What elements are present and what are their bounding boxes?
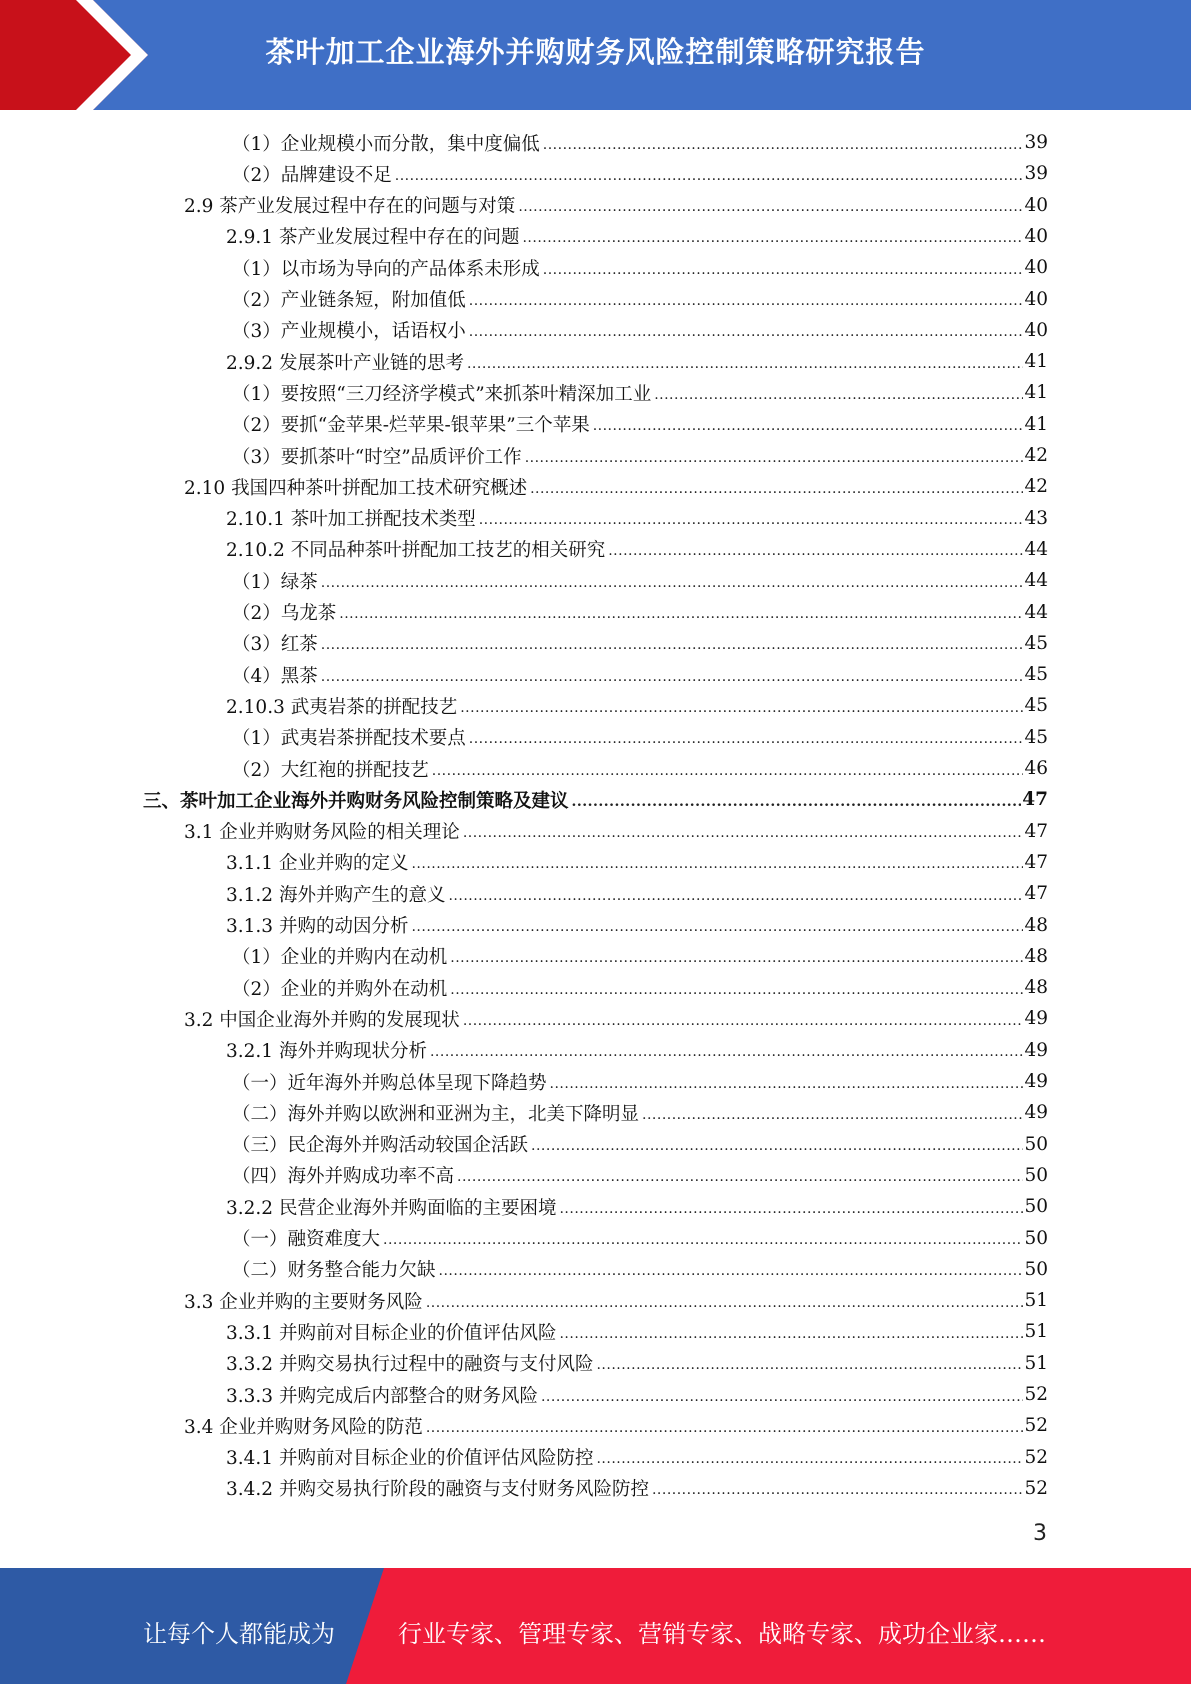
toc-entry-label: 2.10.1 茶叶加工拼配技术类型 bbox=[226, 509, 476, 531]
toc-entry[interactable] bbox=[232, 941, 1048, 972]
toc-dot-leader bbox=[543, 258, 1024, 278]
toc-dot-leader bbox=[457, 1165, 1023, 1185]
toc-entry-page: 52 bbox=[1024, 1477, 1048, 1499]
toc-entry-page: 50 bbox=[1024, 1196, 1048, 1218]
toc-entry-label: 3.2.2 民营企业海外并购面临的主要困境 bbox=[226, 1197, 557, 1219]
toc-entry[interactable] bbox=[226, 690, 1048, 721]
toc-dot-leader bbox=[321, 571, 1024, 591]
toc-entry[interactable] bbox=[184, 190, 1048, 221]
toc-dot-leader bbox=[463, 821, 1024, 841]
toc-entry-label: （1）武夷岩茶拼配技术要点 bbox=[232, 728, 466, 750]
toc-entry-label: （2）产业链条短，附加值低 bbox=[232, 290, 466, 311]
toc-entry[interactable] bbox=[226, 1191, 1048, 1222]
toc-entry-label: 3.1.1 企业并购的定义 bbox=[226, 853, 409, 875]
toc-entry-page: 50 bbox=[1024, 1227, 1048, 1249]
toc-dot-leader bbox=[608, 539, 1023, 559]
toc-entry-page: 49 bbox=[1024, 1102, 1048, 1124]
toc-entry[interactable] bbox=[232, 409, 1048, 440]
toc-dot-leader bbox=[460, 696, 1023, 716]
toc-entry-label: （3）要抓茶叶“时空”品质评价工作 bbox=[232, 446, 522, 468]
page-header bbox=[0, 0, 1191, 110]
toc-dot-leader bbox=[525, 446, 1024, 466]
toc-entry-label: 3.2.1 海外并购现状分析 bbox=[226, 1041, 427, 1063]
toc-entry-page: 48 bbox=[1024, 977, 1048, 999]
toc-entry[interactable] bbox=[232, 315, 1048, 346]
toc-entry-page: 48 bbox=[1024, 914, 1048, 936]
toc-entry-page: 45 bbox=[1024, 695, 1048, 717]
toc-dot-leader bbox=[479, 508, 1024, 528]
toc-entry-page: 43 bbox=[1024, 507, 1048, 529]
toc-dot-leader bbox=[430, 1040, 1023, 1060]
toc-entry-page: 40 bbox=[1024, 319, 1048, 341]
toc-entry-label: （2）品牌建设不足 bbox=[232, 164, 392, 186]
toc-dot-leader bbox=[450, 946, 1023, 966]
toc-entry-label: 3.4.2 并购交易执行阶段的融资与支付财务风险防控 bbox=[226, 1479, 649, 1501]
toc-entry-label: （1）绿茶 bbox=[232, 571, 318, 593]
toc-dot-leader bbox=[596, 1447, 1023, 1467]
toc-dot-leader bbox=[654, 383, 1023, 403]
toc-entry[interactable] bbox=[232, 158, 1048, 189]
toc-entry-label: （2）要抓“金苹果-烂苹果-银苹果”三个苹果 bbox=[232, 415, 590, 437]
toc-entry[interactable] bbox=[232, 252, 1048, 283]
toc-entry[interactable] bbox=[226, 1379, 1048, 1410]
toc-entry-label: 2.9.1 茶产业发展过程中存在的问题 bbox=[226, 227, 520, 249]
toc-dot-leader bbox=[426, 1291, 1024, 1311]
toc-dot-leader bbox=[411, 915, 1023, 935]
toc-entry[interactable] bbox=[232, 1160, 1048, 1191]
toc-entry[interactable] bbox=[226, 346, 1048, 377]
toc-entry-label: 2.9 茶产业发展过程中存在的问题与对策 bbox=[184, 196, 516, 218]
toc-entry[interactable] bbox=[226, 1442, 1048, 1473]
toc-entry[interactable] bbox=[232, 1066, 1048, 1097]
toc-entry-page: 40 bbox=[1024, 257, 1048, 279]
toc-entry[interactable] bbox=[184, 1285, 1048, 1316]
toc-entry[interactable] bbox=[226, 878, 1048, 909]
toc-entry-page: 52 bbox=[1024, 1415, 1048, 1437]
toc-dot-leader bbox=[411, 852, 1023, 872]
toc-entry-page: 52 bbox=[1024, 1384, 1048, 1405]
toc-entry-page: 48 bbox=[1024, 945, 1048, 967]
toc-entry[interactable] bbox=[232, 1223, 1048, 1254]
toc-entry-label: （二）财务整合能力欠缺 bbox=[232, 1260, 436, 1282]
toc-dot-leader bbox=[450, 978, 1023, 998]
toc-entry-page: 40 bbox=[1024, 225, 1048, 247]
toc-dot-leader bbox=[463, 1009, 1024, 1029]
toc-entry-page: 44 bbox=[1024, 601, 1048, 623]
toc-dot-leader bbox=[642, 1103, 1023, 1123]
toc-entry-label: （三）民企海外并购活动较国企活跃 bbox=[232, 1135, 529, 1157]
toc-entry-page: 50 bbox=[1024, 1258, 1048, 1280]
toc-entry-label: 3.1.2 海外并购产生的意义 bbox=[226, 884, 446, 906]
toc-entry-label: 3.4 企业并购财务风险的防范 bbox=[184, 1416, 423, 1438]
toc-dot-leader bbox=[339, 602, 1023, 622]
toc-dot-leader bbox=[395, 164, 1024, 184]
toc-entry-page: 41 bbox=[1024, 382, 1048, 404]
footer-slogan-left: 让每个人都能成为 bbox=[143, 1620, 335, 1648]
page-number: 3 bbox=[1033, 1521, 1047, 1546]
toc-entry[interactable] bbox=[226, 1473, 1048, 1504]
toc-entry[interactable] bbox=[232, 1097, 1048, 1128]
toc-entry-page: 50 bbox=[1024, 1164, 1048, 1186]
toc-entry[interactable] bbox=[226, 534, 1048, 565]
toc-entry-label: 3.1 企业并购财务风险的相关理论 bbox=[184, 822, 460, 844]
toc-entry[interactable] bbox=[232, 377, 1048, 408]
toc-entry-label: （二）海外并购以欧洲和亚洲为主，北美下降明显 bbox=[232, 1103, 640, 1125]
toc-entry[interactable] bbox=[232, 127, 1048, 158]
toc-entry-page: 51 bbox=[1024, 1321, 1048, 1343]
toc-entry-page: 52 bbox=[1024, 1446, 1048, 1468]
toc-entry-label: 3.3.1 并购前对目标企业的价值评估风险 bbox=[226, 1322, 557, 1344]
toc-entry[interactable] bbox=[232, 1254, 1048, 1285]
toc-entry[interactable] bbox=[184, 816, 1048, 847]
toc-entry[interactable] bbox=[143, 784, 1048, 815]
toc-entry[interactable] bbox=[232, 440, 1048, 471]
toc-entry-page: 41 bbox=[1024, 351, 1048, 373]
toc-entry-label: 2.10.3 武夷岩茶的拼配技艺 bbox=[226, 696, 458, 718]
toc-entry-page: 49 bbox=[1024, 1039, 1048, 1061]
toc-entry-page: 39 bbox=[1024, 132, 1048, 153]
toc-dot-leader bbox=[518, 195, 1023, 215]
toc-entry-page: 47 bbox=[1024, 820, 1048, 842]
toc-dot-leader bbox=[321, 665, 1024, 685]
toc-dot-leader bbox=[426, 1416, 1024, 1436]
toc-entry[interactable] bbox=[232, 597, 1048, 628]
toc-entry-label: （四）海外并购成功率不高 bbox=[232, 1166, 455, 1188]
toc-entry[interactable] bbox=[226, 1035, 1048, 1066]
toc-entry-label: （1）企业的并购内在动机 bbox=[232, 947, 448, 969]
toc-entry[interactable] bbox=[226, 1348, 1048, 1379]
toc-entry-page: 45 bbox=[1024, 726, 1048, 748]
toc-dot-leader bbox=[383, 1228, 1023, 1248]
toc-entry[interactable] bbox=[184, 1003, 1048, 1034]
toc-dot-leader bbox=[467, 352, 1023, 372]
toc-entry-page: 39 bbox=[1024, 163, 1048, 185]
toc-entry-page: 44 bbox=[1024, 570, 1048, 592]
toc-entry-label: 3.1.3 并购的动因分析 bbox=[226, 916, 409, 937]
toc-dot-leader bbox=[469, 320, 1024, 340]
toc-dot-leader bbox=[559, 1322, 1023, 1342]
toc-dot-leader bbox=[596, 1353, 1023, 1373]
footer-slogan-right: 行业专家、管理专家、营销专家、战略专家、成功企业家…… bbox=[398, 1620, 1046, 1648]
toc-entry-label: 3.3 企业并购的主要财务风险 bbox=[184, 1291, 423, 1313]
toc-entry-label: 3.3.2 并购交易执行过程中的融资与支付风险 bbox=[226, 1354, 594, 1376]
toc-dot-leader bbox=[652, 1478, 1023, 1498]
toc-entry[interactable] bbox=[226, 847, 1048, 878]
toc-entry-label: 3.2 中国企业海外并购的发展现状 bbox=[184, 1009, 460, 1031]
toc-entry-page: 44 bbox=[1024, 538, 1048, 560]
toc-entry-label: （一）融资难度大 bbox=[232, 1229, 381, 1250]
toc-entry[interactable] bbox=[232, 565, 1048, 596]
toc-dot-leader bbox=[439, 1259, 1024, 1279]
toc-entry-label: 3.4.1 并购前对目标企业的价值评估风险防控 bbox=[226, 1448, 594, 1470]
toc-entry-page: 40 bbox=[1024, 288, 1048, 310]
toc-dot-leader bbox=[543, 133, 1024, 153]
toc-entry-label: （2）大红袍的拼配技艺 bbox=[232, 759, 429, 781]
toc-entry-page: 49 bbox=[1024, 1008, 1048, 1030]
toc-entry[interactable] bbox=[232, 972, 1048, 1003]
toc-entry-page: 51 bbox=[1024, 1352, 1048, 1374]
toc-entry-label: （3）红茶 bbox=[232, 634, 318, 656]
toc-entry-page: 47 bbox=[1022, 789, 1048, 811]
toc-entry-label: （3）产业规模小，话语权小 bbox=[232, 321, 466, 343]
toc-entry[interactable] bbox=[232, 753, 1048, 784]
toc-entry-page: 46 bbox=[1024, 758, 1048, 779]
toc-dot-leader bbox=[522, 226, 1023, 246]
toc-entry-label: 3.3.3 并购完成后内部整合的财务风险 bbox=[226, 1385, 538, 1407]
toc-entry[interactable] bbox=[184, 1410, 1048, 1441]
toc-entry[interactable] bbox=[232, 284, 1048, 315]
toc-entry-page: 47 bbox=[1024, 883, 1048, 905]
header-title: 茶叶加工企业海外并购财务风险控制策略研究报告 bbox=[265, 35, 926, 69]
toc-entry-page: 45 bbox=[1024, 664, 1048, 686]
toc-dot-leader bbox=[531, 1134, 1023, 1154]
toc-entry-page: 45 bbox=[1024, 632, 1048, 654]
toc-entry-label: 2.10.2 不同品种茶叶拼配加工技艺的相关研究 bbox=[226, 540, 606, 562]
toc-entry[interactable] bbox=[232, 659, 1048, 690]
toc-entry-label: （1）以市场为导向的产品体系未形成 bbox=[232, 258, 540, 280]
toc-dot-leader bbox=[469, 727, 1024, 747]
toc-dot-leader bbox=[448, 884, 1023, 904]
toc-entry-page: 42 bbox=[1024, 445, 1048, 466]
toc-entry-page: 41 bbox=[1024, 413, 1048, 435]
toc-dot-leader bbox=[530, 477, 1023, 497]
toc-entry-label: （2）乌龙茶 bbox=[232, 603, 337, 624]
toc-entry-page: 50 bbox=[1024, 1133, 1048, 1155]
toc-entry-label: （4）黑茶 bbox=[232, 665, 318, 687]
toc-entry-label: 2.9.2 发展茶叶产业链的思考 bbox=[226, 352, 464, 374]
toc-entry[interactable] bbox=[226, 1316, 1048, 1347]
toc-entry-label: （一）近年海外并购总体呈现下降趋势 bbox=[232, 1072, 547, 1094]
toc-dot-leader bbox=[550, 1072, 1024, 1092]
toc-entry-page: 40 bbox=[1024, 194, 1048, 216]
toc-entry-label: （1）要按照“三刀经济学模式”来抓茶叶精深加工业 bbox=[232, 383, 652, 405]
toc-entry[interactable] bbox=[226, 503, 1048, 534]
toc-entry-label: 2.10 我国四种茶叶拼配加工技术研究概述 bbox=[184, 477, 528, 499]
toc-dot-leader bbox=[572, 790, 1022, 810]
toc-dot-leader bbox=[432, 759, 1024, 779]
toc-entry-label: （1）企业规模小而分散，集中度偏低 bbox=[232, 133, 540, 155]
toc-entry-label: 三、茶叶加工企业海外并购财务风险控制策略及建议 bbox=[143, 790, 569, 812]
toc-entry[interactable] bbox=[232, 628, 1048, 659]
toc-dot-leader bbox=[321, 633, 1024, 653]
toc-entry-page: 49 bbox=[1024, 1071, 1048, 1092]
toc-entry[interactable] bbox=[226, 910, 1048, 941]
toc-entry[interactable] bbox=[226, 221, 1048, 252]
toc-dot-leader bbox=[593, 414, 1024, 434]
toc-entry-page: 51 bbox=[1024, 1290, 1048, 1312]
toc-dot-leader bbox=[559, 1197, 1023, 1217]
toc-entry-page: 47 bbox=[1024, 851, 1048, 873]
toc-dot-leader bbox=[541, 1385, 1023, 1405]
toc-entry-label: （2）企业的并购外在动机 bbox=[232, 978, 448, 1000]
toc-entry[interactable] bbox=[184, 471, 1048, 502]
toc-dot-leader bbox=[469, 289, 1024, 309]
toc-entry-page: 42 bbox=[1024, 476, 1048, 498]
toc-entry[interactable] bbox=[232, 722, 1048, 753]
toc-entry[interactable] bbox=[232, 1129, 1048, 1160]
